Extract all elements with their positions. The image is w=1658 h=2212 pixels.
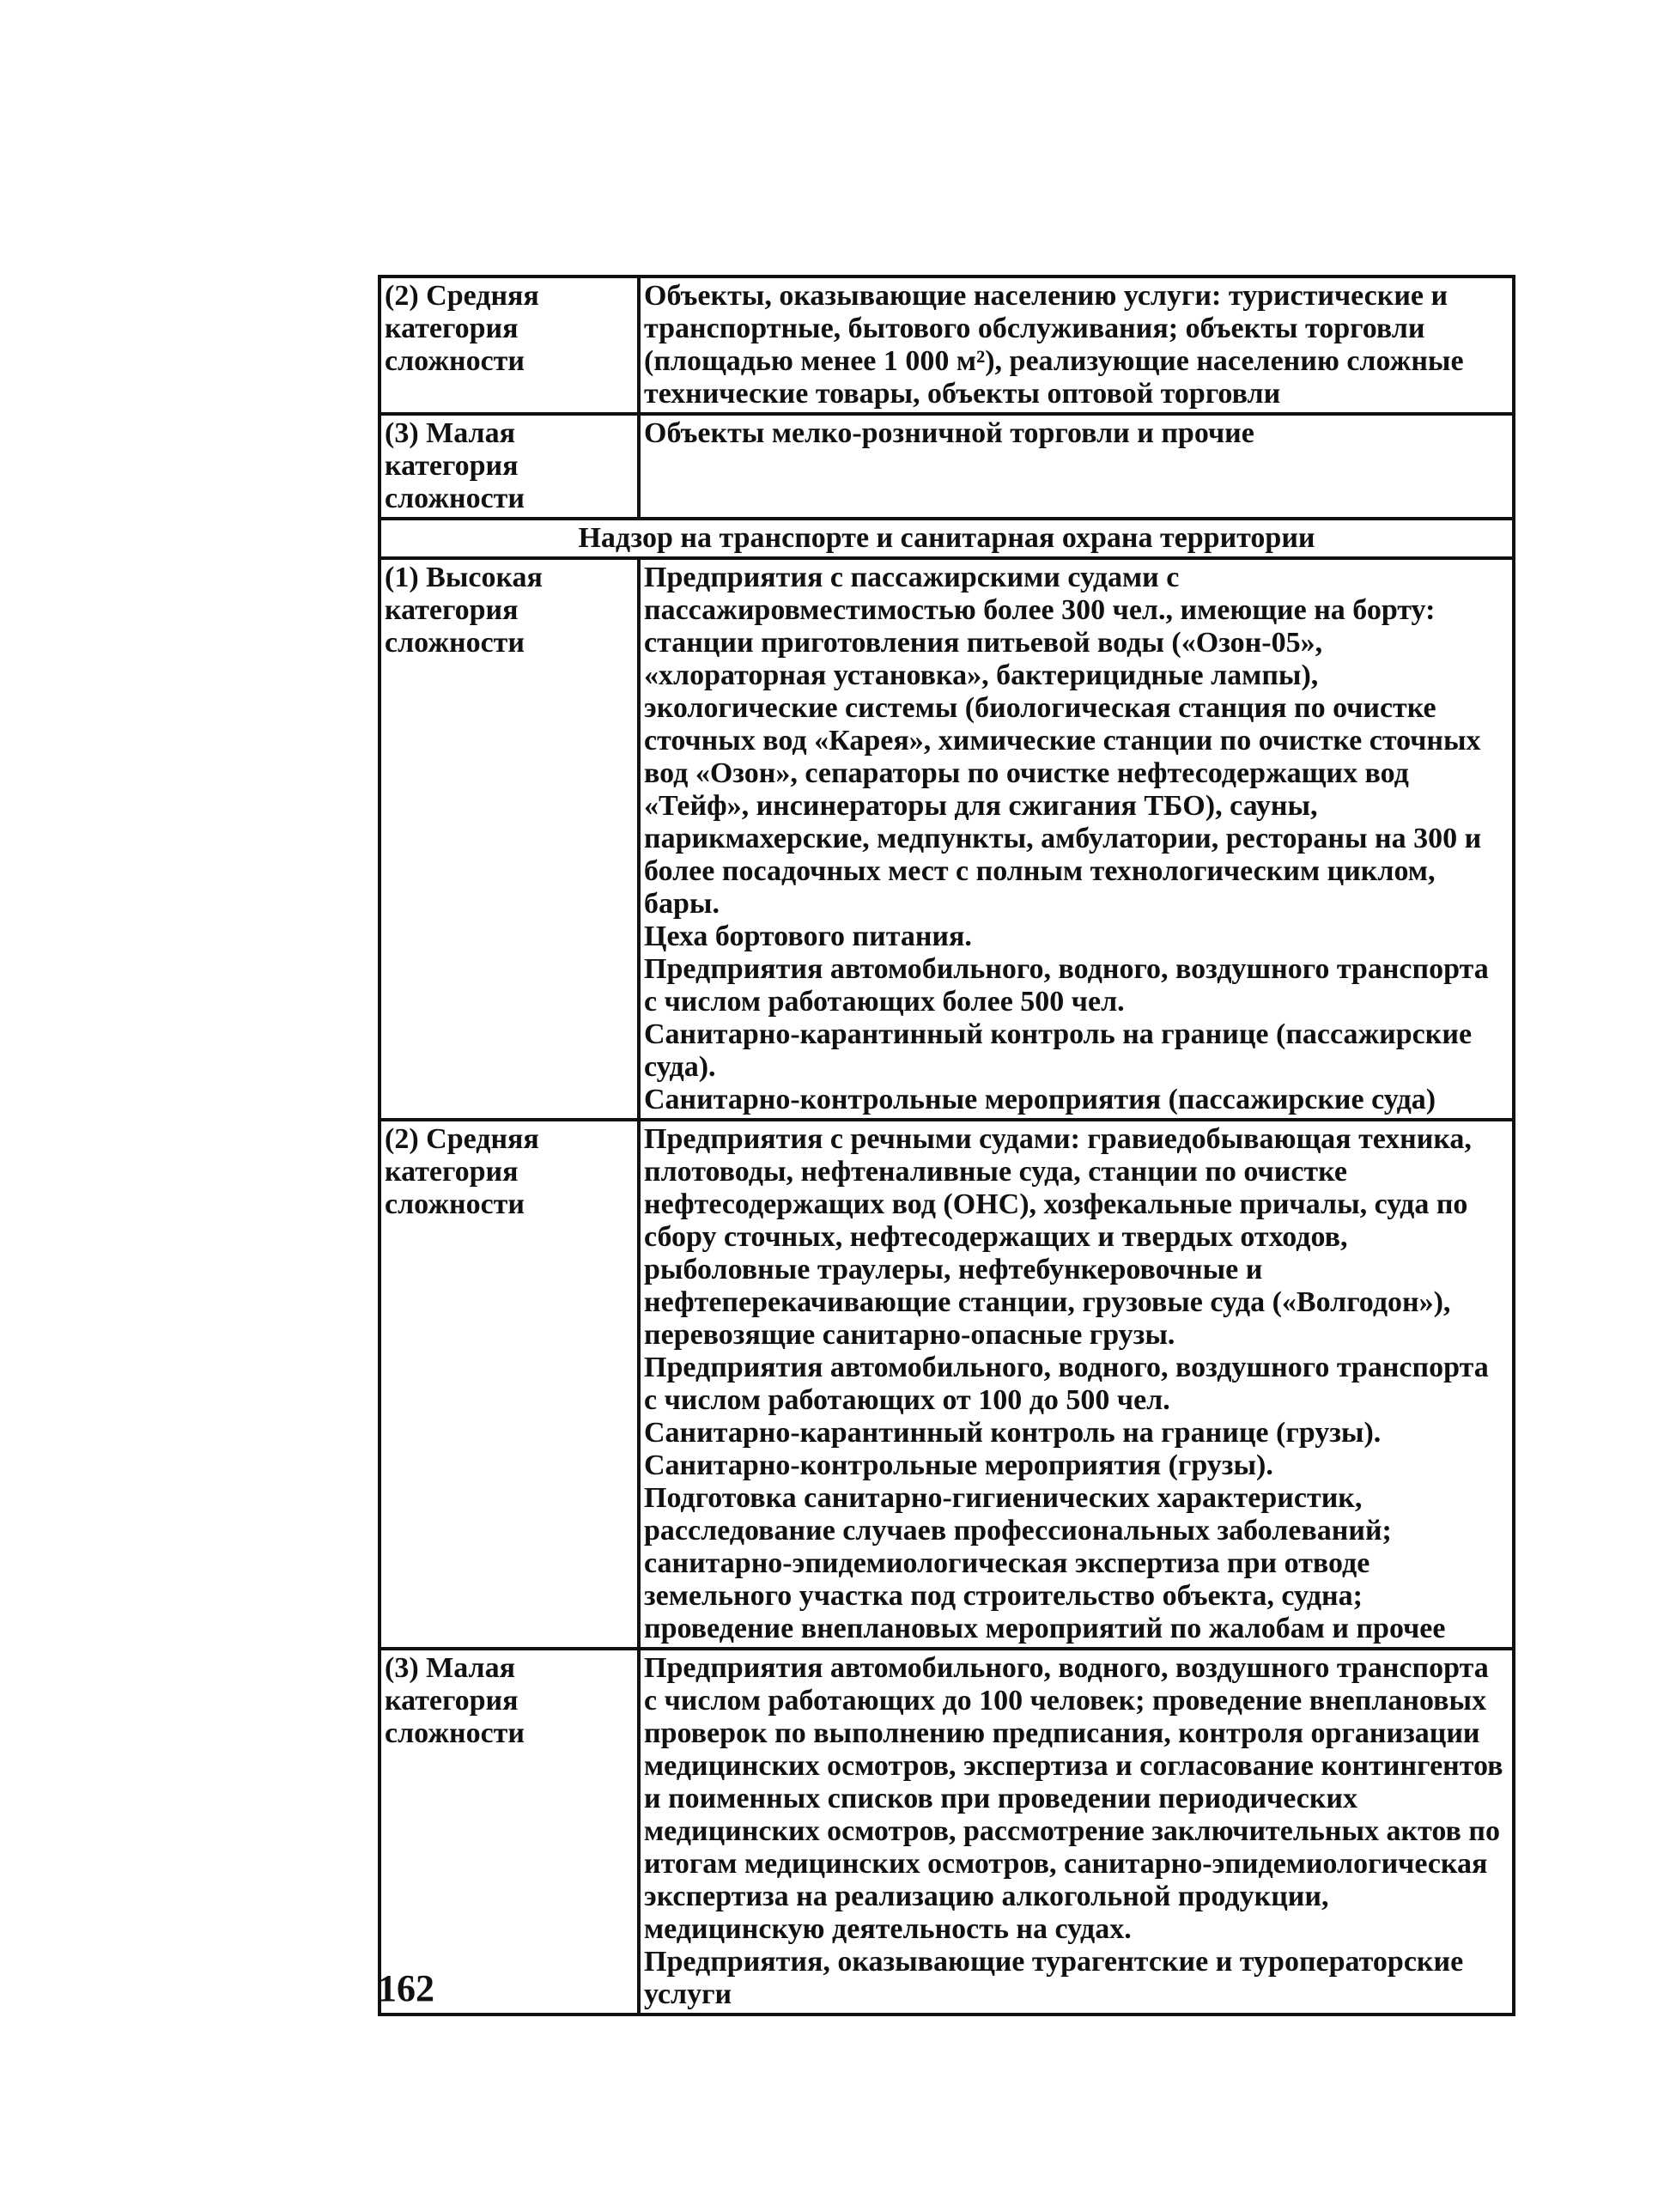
category-cell: (3) Малая категория сложности <box>380 414 639 519</box>
table-row <box>380 414 1514 519</box>
description-cell <box>639 1120 1514 1649</box>
description-cell <box>639 276 1514 414</box>
category-cell: (2) Средняя категория сложности <box>380 276 639 414</box>
description-paragraph: Санитарно-карантинный контроль на границе (грузы). <box>644 1417 1382 1449</box>
section-title: Надзор на транспорте и санитарная охрана территории <box>380 519 1514 558</box>
section-row <box>380 519 1514 558</box>
description-paragraph: Предприятия с пассажирскими судами с пассажировместимостью более 300 чел., имеющие на борту: станции приготовления питьевой воды («Озон-05», «хлораторная установка», бактерицидные лампы), экологические системы (биологическая станция по очистке сточных вод «Карея», химические станции по очистке сточных вод «Озон», сепараторы по очистке нефтесодержащих вод «Тейф», инсинераторы для сжигания ТБО), сауны, парикмахерские, медпункты, амбулатории, рестораны на 300 и более посадочных мест с полным технологическим циклом, бары. <box>644 562 1482 920</box>
description-paragraph: Объекты, оказывающие населению услуги: туристические и транспортные, бытового обслуживания; объекты торговли (площадью менее 1 000 м²), реализующие населению сложные технические товары, объекты оптовой торговли <box>644 280 1464 410</box>
category-cell: (2) Средняя категория сложности <box>380 1120 639 1649</box>
description-paragraph: Предприятия с речными судами: гравиедобывающая техника, плотоводы, нефтеналивные суда, станции по очистке нефтесодержащих вод (ОНС), хозфекальные причалы, суда по сбору сточных, нефтесодержащих и твердых отходов, рыболовные траулеры, нефтебункеровочные и нефтеперекачивающие станции, грузовые суда («Волгодон»), перевозящие санитарно-опасные грузы. <box>644 1123 1472 1351</box>
table-row <box>380 558 1514 1120</box>
description-paragraph: Предприятия, оказывающие турагентские и туроператорские услуги <box>644 1946 1464 2010</box>
description-paragraph: Цеха бортового питания. <box>644 921 972 952</box>
table-row <box>380 1649 1514 2014</box>
description-paragraph: Подготовка санитарно-гигиенических характеристик, расследование случаев профессиональных заболеваний; санитарно-эпидемиологическая экспертиза при отводе земельного участка под строительство объекта, судна; проведение внеплановых мероприятий по жалобам и прочее <box>644 1482 1446 1644</box>
description-paragraph: Предприятия автомобильного, водного, воздушного транспорта с числом работающих до 100 человек; проведение внеплановых проверок по выполнению предписания, контроля организации медицинских осмотров, экспертиза и согласование контингентов и поименных списков при проведении периодических медицинских осмотров, рассмотрение заключительных актов по итогам медицинских осмотров, санитарно-эпидемиологическая экспертиза на реализацию алкогольной продукции, медицинскую деятельность на судах. <box>644 1652 1503 1945</box>
description-cell <box>639 558 1514 1120</box>
category-cell: (3) Малая категория сложности <box>380 1649 639 2014</box>
description-cell <box>639 1649 1514 2014</box>
table-row <box>380 276 1514 414</box>
description-paragraph: Предприятия автомобильного, водного, воздушного транспорта с числом работающих от 100 до 500 чел. <box>644 1352 1489 1416</box>
category-cell: (1) Высокая категория сложности <box>380 558 639 1120</box>
description-paragraph: Объекты мелко-розничной торговли и прочие <box>644 417 1254 449</box>
description-paragraph: Санитарно-карантинный контроль на границе (пассажирские суда). <box>644 1018 1473 1083</box>
description-paragraph: Предприятия автомобильного, водного, воздушного транспорта с числом работающих более 500 чел. <box>644 953 1489 1018</box>
page-number: 162 <box>378 1967 434 2009</box>
table-row <box>380 1120 1514 1649</box>
complexity-table <box>378 275 1515 2016</box>
description-cell <box>639 414 1514 519</box>
description-paragraph: Санитарно-контрольные мероприятия (грузы). <box>644 1449 1273 1481</box>
description-paragraph: Санитарно-контрольные мероприятия (пассажирские суда) <box>644 1084 1436 1115</box>
